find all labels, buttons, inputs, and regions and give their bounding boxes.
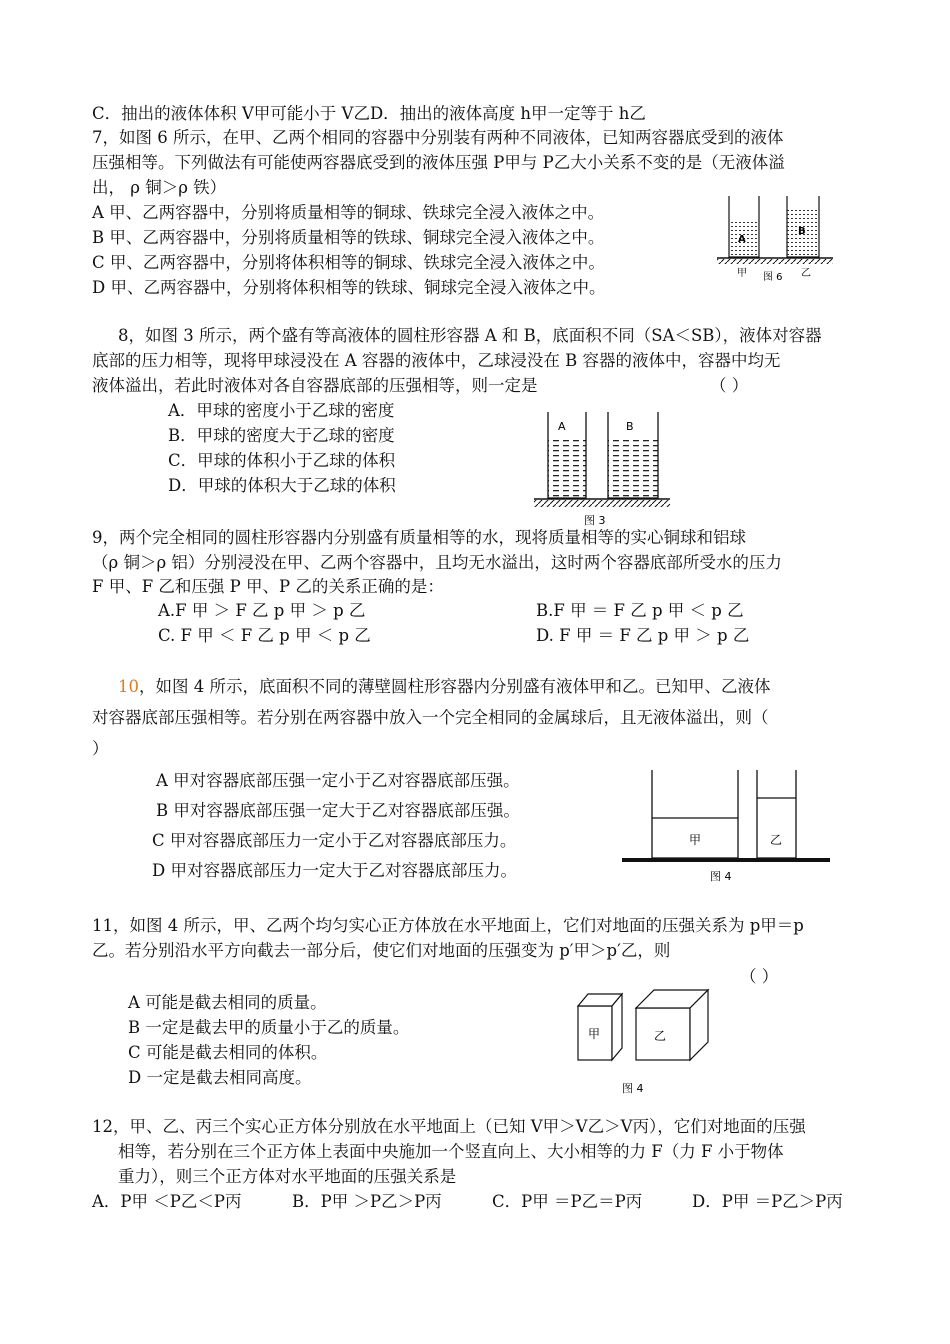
ground-bar <box>622 858 830 862</box>
q12-option-b: B．P甲 ＞P乙＞P丙 <box>292 1192 442 1211</box>
q8-stem-line1: 8，如图 3 所示，两个盛有等高液体的圆柱形容器 A 和 B，底面积不同（SA＜SB），液体对容器 <box>118 326 822 345</box>
q10-option-a: A 甲对容器底部压强一定小于乙对容器底部压强。 <box>156 771 520 790</box>
q11-option-a: A 可能是截去相同的质量。 <box>128 993 327 1012</box>
q10-option-d: D 甲对容器底部压力一定大于乙对容器底部压力。 <box>152 861 517 880</box>
label-jia: 甲 <box>689 833 702 847</box>
figure-4-caption: 图 4 <box>710 870 732 883</box>
q9-stem-line1: 9，两个完全相同的圆柱形容器内分别盛有质量相等的水，现将质量相等的实心铜球和铝球 <box>92 528 746 547</box>
q7-stem-line3: 出， ρ 铜＞ρ 铁） <box>92 178 227 197</box>
q9-option-a: A.F 甲 ＞ F 乙 p 甲 ＞ p 乙 <box>158 601 366 620</box>
q12-option-a: A．P甲 ＜P乙＜P丙 <box>92 1192 242 1211</box>
q12-stem-line1: 12，甲、乙、丙三个实心正方体分别放在水平地面上（已知 V甲＞V乙＞V丙），它们对地面的压强 <box>92 1117 806 1136</box>
q8-option-d: D．甲球的体积大于乙球的体积 <box>168 476 396 495</box>
q7-option-b: B 甲、乙两容器中，分别将质量相等的铁球、铜球完全浸入液体之中。 <box>92 228 605 247</box>
ground-hatch <box>717 259 833 264</box>
figure-3 <box>532 408 672 526</box>
cube-yi <box>636 990 708 1060</box>
q9-stem-line2: （ρ 铜＞ρ 铝）分别浸没在甲、乙两个容器中，且均无水溢出，这时两个容器底部所受水的压力 <box>92 553 782 572</box>
q7-option-a: A 甲、乙两容器中，分别将质量相等的铜球、铁球完全浸入液体之中。 <box>92 203 605 222</box>
q8-option-b: B．甲球的密度大于乙球的密度 <box>168 426 395 445</box>
q8-stem-line2: 底部的压力相等，现将甲球浸没在 A 容器的液体中，乙球浸没在 B 容器的液体中，容器中均无 <box>92 351 781 370</box>
q6-option-line: C．抽出的液体体积 V甲可能小于 V乙D．抽出的液体高度 h甲一定等于 h乙 <box>92 104 646 123</box>
q12-option-d: D．P甲 ＝P乙＞P丙 <box>692 1192 843 1211</box>
q11-option-c: C 可能是截去相同的体积。 <box>128 1043 328 1062</box>
q11-option-d: D 一定是截去相同高度。 <box>128 1068 312 1087</box>
q12-stem-line2: 相等，若分别在三个正方体上表面中央施加一个竖直向上、大小相等的力 F（力 F 小于物体 <box>118 1142 784 1161</box>
q7-stem-line1: 7，如图 6 所示，在甲、乙两个相同的容器中分别装有两种不同液体，已知两容器底受到的液体 <box>92 128 784 147</box>
figure-6-caption: 图 6 <box>763 272 783 282</box>
q9-option-d: D. F 甲 ＝ F 乙 p 甲 ＞ p 乙 <box>536 626 750 645</box>
q11-answer-paren: （ ） <box>740 967 779 986</box>
q8-option-a: A．甲球的密度小于乙球的密度 <box>168 401 395 420</box>
figure-3-caption: 图 3 <box>584 514 606 526</box>
q8-stem-line3: 液体溢出，若此时液体对各自容器底部的压强相等，则一定是 <box>92 376 538 395</box>
figure-6 <box>715 190 835 282</box>
q10-stem-line3: ） <box>92 739 109 758</box>
q7-option-d: D 甲、乙两容器中，分别将体积相等的铁球、铜球完全浸入液体之中。 <box>92 278 606 297</box>
container-a <box>548 412 586 498</box>
label-jia: 甲 <box>737 268 747 279</box>
container-jia <box>729 196 759 257</box>
q12-option-c: C．P甲 ＝P乙＝P丙 <box>492 1192 643 1211</box>
q10-number: 10 <box>118 677 139 696</box>
q11-option-b: B 一定是截去甲的质量小于乙的质量。 <box>128 1018 410 1037</box>
label-b: B <box>626 420 634 433</box>
q9-option-b: B.F 甲 ＝ F 乙 p 甲 ＜ p 乙 <box>536 601 744 620</box>
figure-4-cubes <box>574 986 714 1098</box>
label-b: B <box>798 226 806 237</box>
label-yi: 乙 <box>801 268 811 279</box>
label-yi: 乙 <box>654 1029 667 1043</box>
q12-stem-line3: 重力），则三个正方体对水平地面的压强关系是 <box>118 1167 457 1186</box>
label-a: A <box>738 234 746 245</box>
q11-stem-line1: 11，如图 4 所示，甲、乙两个均匀实心正方体放在水平地面上，它们对地面的压强关系为 p甲＝p <box>92 916 804 935</box>
q7-stem-line2: 压强相等。下列做法有可能使两容器底受到的液体压强 P甲与 P乙大小关系不变的是（无液体溢 <box>92 153 785 172</box>
q10-stem-line2: 对容器底部压强相等。若分别在两容器中放入一个完全相同的金属球后，且无液体溢出，则（ <box>92 708 769 727</box>
q9-stem-line3: F 甲、F 乙和压强 P 甲、P 乙的关系正确的是： <box>92 577 444 596</box>
q7-option-c: C 甲、乙两容器中，分别将体积相等的铜球、铁球完全浸入液体之中。 <box>92 253 605 272</box>
ground-hatch <box>534 500 670 507</box>
q10-option-b: B 甲对容器底部压强一定大于乙对容器底部压强。 <box>156 801 520 820</box>
label-yi: 乙 <box>770 833 783 847</box>
q9-option-c: C. F 甲 ＜ F 乙 p 甲 ＜ p 乙 <box>158 626 371 645</box>
figure-4-caption: 图 4 <box>622 1082 644 1095</box>
q10-stem-text: ，如图 4 所示，底面积不同的薄壁圆柱形容器内分别盛有液体甲和乙。已知甲、乙液体 <box>139 677 771 696</box>
q11-stem-line2: 乙。若分别沿水平方向截去一部分后，使它们对地面的压强变为 p′甲＞p′乙，则 <box>92 941 671 960</box>
figure-4-containers <box>620 768 832 886</box>
q8-answer-paren: （ ） <box>710 376 749 395</box>
q10-option-c: C 甲对容器底部压力一定小于乙对容器底部压力。 <box>152 831 517 850</box>
label-jia: 甲 <box>588 1027 601 1041</box>
q8-option-c: C．甲球的体积小于乙球的体积 <box>168 451 396 470</box>
label-a: A <box>558 420 566 433</box>
q10-stem-line1 <box>118 676 771 698</box>
